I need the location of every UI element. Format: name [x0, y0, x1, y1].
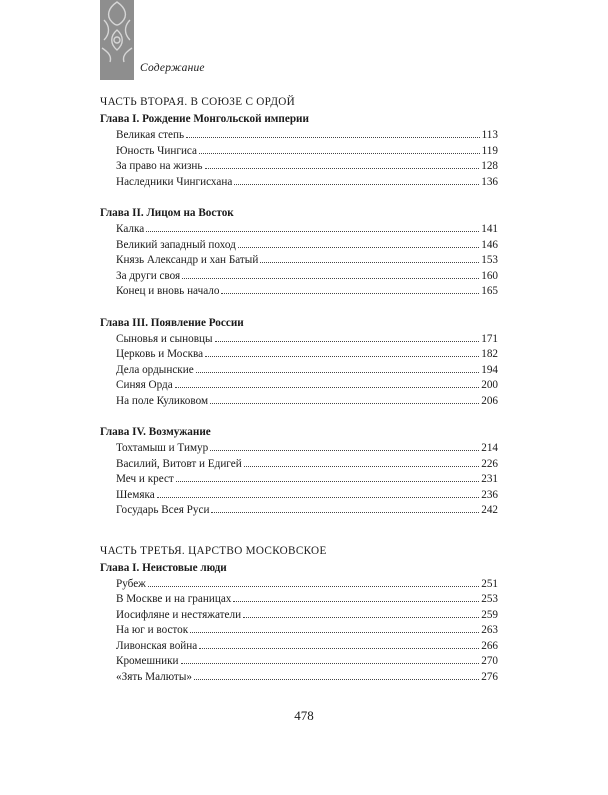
entry-page-number: 253 — [481, 593, 498, 605]
page-number: 478 — [294, 708, 314, 723]
entry-page-number: 236 — [481, 488, 498, 501]
entry-title: Великий западный поход — [116, 238, 236, 251]
entry-title: Дела ордынские — [116, 363, 194, 376]
chapter-title: Глава IV. Возмужание — [100, 426, 211, 438]
part-title: ЧАСТЬ ТРЕТЬЯ. ЦАРСТВО МОСКОВСКОЕ — [100, 544, 327, 557]
toc-entry[interactable] — [100, 128, 498, 144]
chapter-title: Глава I. Неистовые люди — [100, 561, 227, 574]
dot-leader — [233, 600, 479, 602]
entry-page-number: 270 — [481, 655, 498, 667]
entry-title: Сыновья и сыновцы — [116, 332, 213, 345]
entry-title: Меч и крест — [116, 473, 174, 485]
entry-page-number: 266 — [481, 639, 498, 652]
dot-leader — [196, 371, 480, 373]
toc-entry[interactable] — [100, 332, 498, 348]
toc-entry[interactable] — [100, 488, 498, 504]
toc-entry[interactable] — [100, 238, 498, 254]
dot-leader — [157, 496, 480, 498]
entry-title: Церковь и Москва — [116, 348, 204, 360]
entry-title: «Зять Малюты» — [116, 670, 192, 683]
toc-entry[interactable] — [100, 175, 498, 191]
entry-page-number: 242 — [481, 504, 498, 516]
dot-leader — [182, 277, 479, 279]
toc-chapter — [100, 425, 498, 519]
entry-title: Калка — [116, 223, 145, 235]
part-title: ЧАСТЬ ВТОРАЯ. В СОЮЗЕ С ОРДОЙ — [100, 96, 296, 108]
entry-page-number: 200 — [481, 379, 498, 391]
toc-entry[interactable] — [100, 457, 498, 473]
entry-page-number: 194 — [481, 363, 498, 376]
dot-leader — [244, 465, 480, 467]
toc-entry[interactable] — [100, 592, 498, 608]
running-header: Содержание — [140, 62, 205, 74]
entry-page-number: 160 — [481, 269, 498, 282]
toc-chapter — [100, 206, 498, 300]
dot-leader — [175, 386, 480, 388]
dot-leader — [243, 616, 479, 618]
entry-title: В Москве и на границах — [116, 593, 232, 605]
entry-page-number: 276 — [481, 670, 498, 683]
entry-page-number: 165 — [481, 285, 498, 297]
entry-title: Великая степь — [116, 129, 185, 141]
chapter-title: Глава III. Появление России — [100, 316, 244, 329]
entry-title: Рубеж — [116, 577, 146, 590]
toc-entry[interactable] — [100, 347, 498, 363]
entry-title: Юность Чингиса — [116, 144, 198, 157]
toc-entry[interactable] — [100, 144, 498, 160]
dot-leader — [146, 230, 479, 232]
entry-title: На поле Куликовом — [116, 394, 209, 407]
dot-leader — [234, 183, 479, 185]
entry-page-number: 226 — [481, 457, 498, 470]
entry-page-number: 171 — [481, 332, 498, 345]
entry-title: Наследники Чингисхана — [116, 175, 233, 188]
entry-title: За право на жизнь — [116, 160, 203, 172]
dot-leader — [186, 136, 480, 138]
toc-part — [100, 94, 498, 519]
entry-title: Синяя Орда — [116, 379, 173, 391]
entry-page-number: 182 — [481, 348, 498, 360]
toc-entry[interactable] — [100, 253, 498, 269]
toc-entry[interactable] — [100, 608, 498, 624]
dot-leader — [210, 402, 479, 404]
dot-leader — [190, 631, 479, 633]
toc-part — [100, 543, 498, 686]
entry-page-number: 231 — [481, 473, 498, 485]
entry-page-number: 259 — [481, 608, 498, 621]
dot-leader — [205, 355, 479, 357]
toc-chapter — [100, 561, 498, 686]
toc-entry[interactable] — [100, 577, 498, 593]
entry-page-number: 141 — [481, 223, 498, 235]
entry-page-number: 153 — [481, 254, 498, 266]
toc-entry[interactable] — [100, 654, 498, 670]
dot-leader — [210, 449, 479, 451]
toc-entry[interactable] — [100, 503, 498, 519]
toc-entry[interactable] — [100, 378, 498, 394]
entry-title: Кромешники — [116, 655, 179, 667]
entry-page-number: 214 — [481, 442, 498, 454]
dot-leader — [260, 261, 479, 263]
entry-page-number: 146 — [481, 238, 498, 251]
dot-leader — [215, 340, 480, 342]
toc-entry[interactable] — [100, 269, 498, 285]
chapter-title: Глава II. Лицом на Восток — [100, 207, 234, 219]
entry-title: На юг и восток — [116, 624, 189, 636]
toc-entry[interactable] — [100, 472, 498, 488]
toc-entry[interactable] — [100, 394, 498, 410]
chapter-title: Глава I. Рождение Монгольской империи — [100, 113, 309, 125]
dot-leader — [211, 511, 479, 513]
entry-title: Государь Всея Руси — [116, 504, 210, 516]
entry-title: Тохтамыш и Тимур — [116, 442, 209, 454]
toc-entry[interactable] — [100, 222, 498, 238]
dot-leader — [181, 662, 480, 664]
entry-title: Иосифляне и нестяжатели — [116, 608, 242, 621]
entry-title: Ливонская война — [116, 639, 198, 652]
entry-page-number: 136 — [481, 175, 498, 188]
entry-page-number: 113 — [481, 129, 498, 141]
dot-leader — [199, 152, 480, 154]
dot-leader — [194, 678, 479, 680]
decorative-ornament — [100, 0, 134, 80]
entry-title: Василий, Витовт и Едигей — [116, 457, 242, 470]
entry-page-number: 251 — [481, 577, 498, 590]
toc-entry[interactable] — [100, 284, 498, 300]
toc-chapter — [100, 316, 498, 410]
entry-page-number: 206 — [481, 394, 498, 407]
entry-page-number: 263 — [481, 624, 498, 636]
entry-title: За други своя — [116, 269, 181, 282]
toc-entry[interactable] — [100, 623, 498, 639]
toc-entry[interactable] — [100, 670, 498, 686]
entry-title: Князь Александр и хан Батый — [116, 254, 259, 266]
dot-leader — [205, 167, 480, 169]
entry-title: Конец и вновь начало — [116, 285, 220, 297]
entry-page-number: 128 — [481, 160, 498, 172]
toc-chapter — [100, 112, 498, 190]
entry-page-number: 119 — [481, 144, 498, 157]
dot-leader — [176, 480, 479, 482]
toc-entry[interactable] — [100, 159, 498, 175]
dot-leader — [148, 585, 479, 587]
toc-entry[interactable] — [100, 639, 498, 655]
toc-entry[interactable] — [100, 363, 498, 379]
table-of-contents — [100, 94, 498, 709]
dot-leader — [221, 292, 479, 294]
dot-leader — [238, 246, 479, 248]
dot-leader — [199, 647, 479, 649]
entry-title: Шемяка — [116, 488, 155, 501]
toc-entry[interactable] — [100, 441, 498, 457]
